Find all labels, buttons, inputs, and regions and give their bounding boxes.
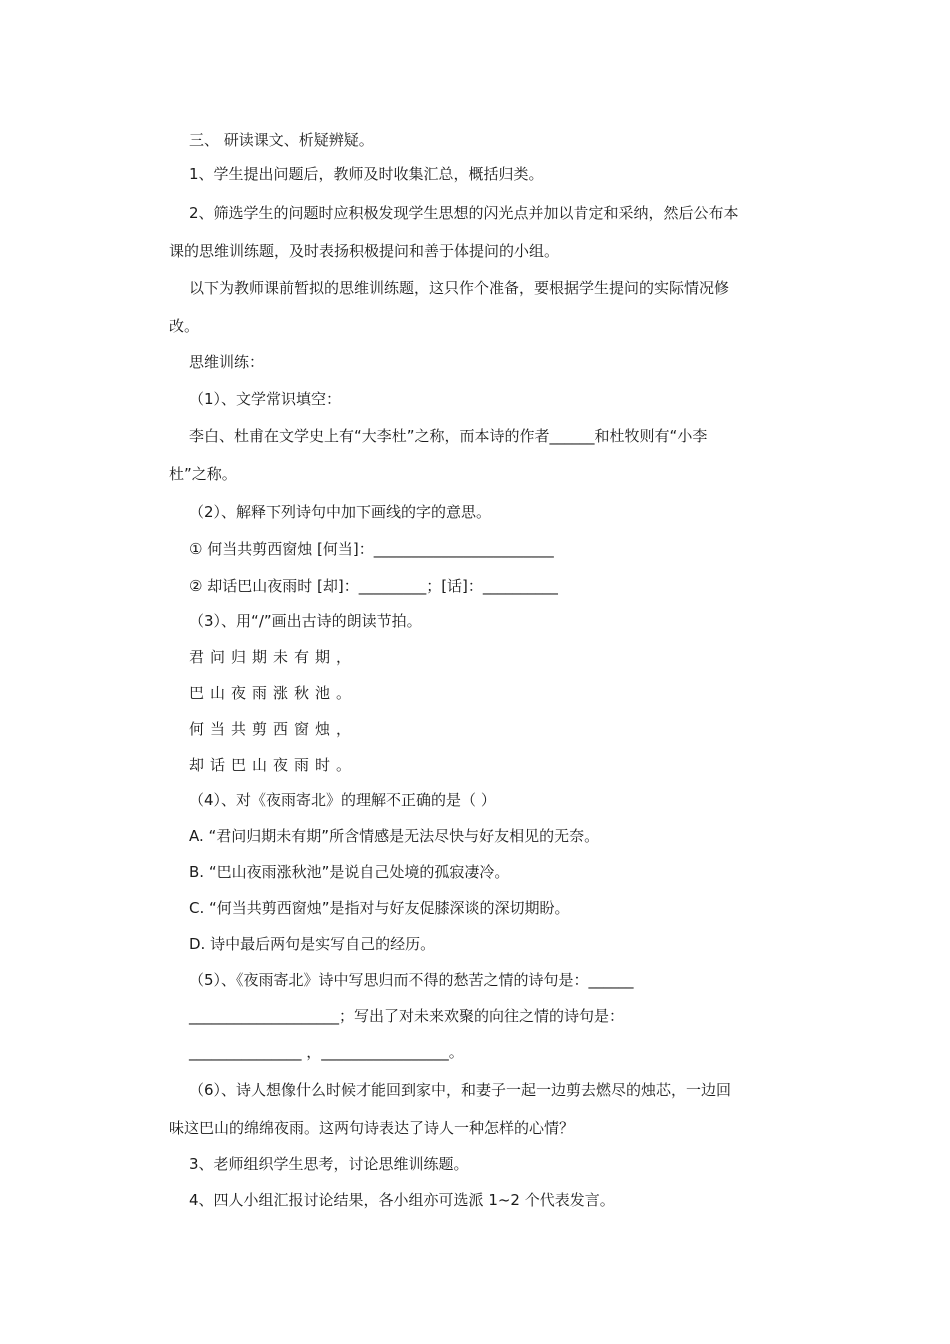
option-b: B. “巴山夜雨涨秋池”是说自己处境的孤寂凄冷。	[189, 863, 510, 881]
section-heading: 三、 研读课文、析疑辨疑。	[189, 131, 374, 149]
question-4-heading: （4）、对《夜雨寄北》的理解不正确的是（ ）	[189, 791, 496, 809]
question-1-text: 李白、杜甫在文学史上有“大李杜”之称，而本诗的作者______和杜牧则有“小李	[189, 427, 708, 445]
option-c: C. “何当共剪西窗烛”是指对与好友促膝深谈的深切期盼。	[189, 899, 570, 917]
poem-line-3: 何当共剪西窗烛，	[189, 720, 358, 738]
note-paragraph: 以下为教师课前暂拟的思维训练题，这只作个准备，要根据学生提问的实际情况修	[189, 279, 730, 297]
exercise-heading: 思维训练：	[189, 353, 265, 371]
question-2-item-1: ① 何当共剪西窗烛 [何当]：________________________	[189, 540, 554, 558]
question-1-text-cont: 杜”之称。	[169, 465, 237, 483]
step-1: 1、学生提出问题后，教师及时收集汇总，概括归类。	[189, 165, 544, 183]
step-2: 2、筛选学生的问题时应积极发现学生思想的闪光点并加以肯定和采纳，然后公布本	[189, 204, 739, 222]
poem-line-2: 巴山夜雨涨秋池。	[189, 684, 358, 702]
question-6-text: （6）、诗人想像什么时候才能回到家中，和妻子一起一边剪去燃尽的烛芯，一边回	[189, 1081, 732, 1099]
option-a: A. “君问归期未有期”所含情感是无法尽快与好友相见的无奈。	[189, 827, 600, 845]
question-5-answer-line: _______________ ，_________________。	[189, 1043, 464, 1061]
step-2-cont: 课的思维训练题，及时表扬积极提问和善于体提问的小组。	[169, 242, 560, 260]
step-4: 4、四人小组汇报讨论结果，各小组亦可选派 1~2 个代表发言。	[189, 1191, 615, 1209]
question-3-heading: （3）、用“/”画出古诗的朗读节拍。	[189, 612, 422, 630]
question-2-item-2: ② 却话巴山夜雨时 [却]：_________；[话]：__________	[189, 577, 558, 595]
question-6-text-cont: 味这巴山的绵绵夜雨。这两句诗表达了诗人一种怎样的心情？	[169, 1119, 575, 1137]
poem-line-4: 却话巴山夜雨时。	[189, 756, 358, 774]
note-paragraph-cont: 改。	[169, 317, 200, 335]
step-3: 3、老师组织学生思考，讨论思维训练题。	[189, 1155, 469, 1173]
question-5-blank-line: ____________________；写出了对未来欢聚的向往之情的诗句是：	[189, 1007, 625, 1025]
poem-line-1: 君问归期未有期，	[189, 648, 358, 666]
question-5-heading: （5）、《夜雨寄北》诗中写思归而不得的愁苦之情的诗句是：______	[189, 971, 634, 989]
question-2-heading: （2）、解释下列诗句中加下画线的字的意思。	[189, 503, 492, 521]
question-1-heading: （1）、文学常识填空：	[189, 390, 342, 408]
option-d: D. 诗中最后两句是实写自己的经历。	[189, 935, 436, 953]
